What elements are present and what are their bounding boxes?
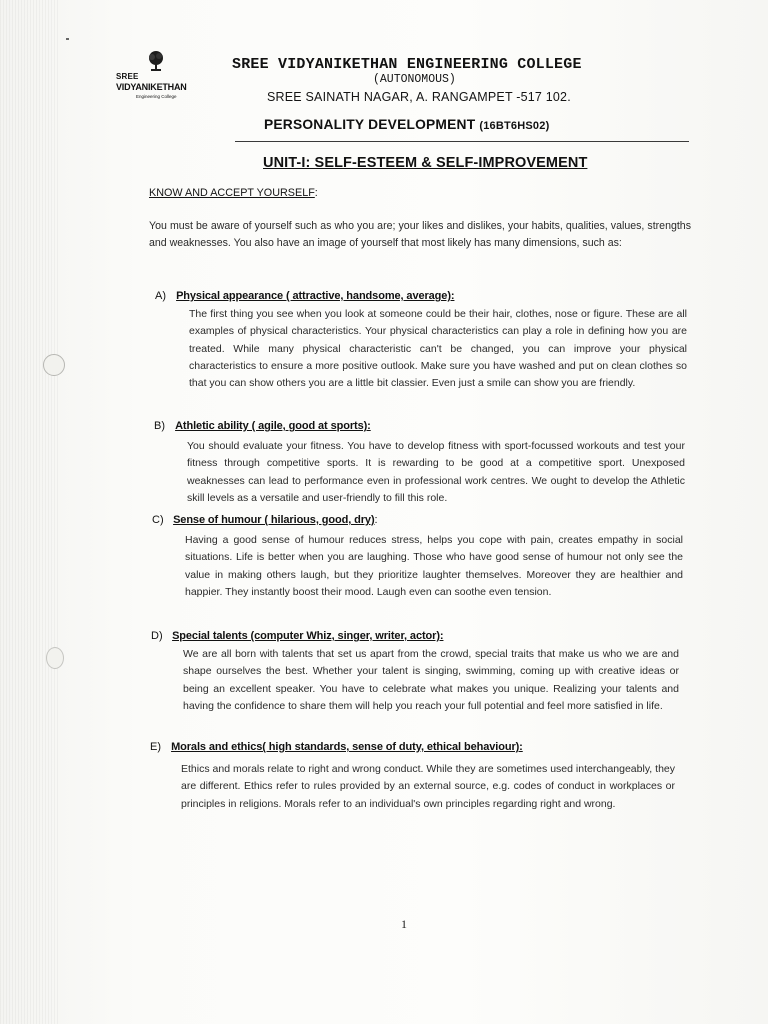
page-number: 1 <box>401 917 407 931</box>
course-title <box>264 117 549 132</box>
college-logo <box>116 48 198 108</box>
section-heading <box>149 187 318 199</box>
item-heading-text: Athletic ability ( agile, good at sports): <box>175 420 371 432</box>
item-heading-a <box>155 290 454 302</box>
college-header <box>116 48 696 112</box>
item-body-c: Having a good sense of humour reduces stress, helps you cope with pain, creates empathy in social situations. Life is better when you are laughing. Those who have good sense of humour not only see the value in making others laugh, but they prioritize laughter themselves. Moreover they are healthier and happier. They instantly boost their mood. Laugh even can soothe even tension. <box>185 534 683 598</box>
item-body-e: Ethics and morals relate to right and wrong conduct. While they are sometimes used interchangeably, they are different. Ethics refer to rules provided by an external source, e.g. codes of conduct in workplaces or principles in religions. Morals refer to an individual's own principles regarding right and wrong. <box>181 763 675 810</box>
punch-hole-top <box>43 354 65 376</box>
autonomous-label: (AUTONOMOUS) <box>373 73 456 86</box>
unit-title: UNIT-I: SELF-ESTEEM & SELF-IMPROVEMENT <box>263 155 588 171</box>
section-heading-colon: : <box>314 187 318 199</box>
item-heading-text: Sense of humour ( hilarious, good, dry) <box>173 514 375 526</box>
item-letter: D) <box>151 630 163 642</box>
logo-text-engineering-college: Engineering College <box>136 94 177 99</box>
intro-paragraph: You must be aware of yourself such as who you are; your likes and dislikes, your habits, qualities, values, strengths and weaknesses. You also have an image of yourself that most likely has many dimensions, such as: <box>149 220 691 249</box>
item-heading-colon: : <box>374 514 378 526</box>
college-address: SREE SAINATH NAGAR, A. RANGAMPET -517 102. <box>267 90 571 104</box>
item-heading-text: Physical appearance ( attractive, handsome, average): <box>176 290 455 302</box>
item-body-d: We are all born with talents that set us apart from the crowd, special traits that make us who we are and shape ourselves the best. Whether your talent is singing, swimming, coming up with creative ideas or being an excellent speaker. You have to celebrate what makes you unique. Realizing your talents and having the confidence to share them will help you reach your full potential and feel more satisfied in life. <box>183 648 679 712</box>
logo-text-sree: SREE <box>116 72 139 81</box>
item-letter: A) <box>155 290 166 302</box>
item-heading-d <box>151 630 443 642</box>
item-letter: E) <box>150 741 161 753</box>
item-letter: B) <box>154 420 165 432</box>
section-heading-text: KNOW AND ACCEPT YOURSELF <box>149 187 315 199</box>
item-letter: C) <box>152 514 164 526</box>
college-name: SREE VIDYANIKETHAN ENGINEERING COLLEGE <box>232 56 582 73</box>
course-code: (16BT6HS02) <box>479 120 550 132</box>
course-name: PERSONALITY DEVELOPMENT <box>264 117 476 132</box>
item-heading-e <box>150 741 523 753</box>
scan-edge-shadow <box>0 0 58 1024</box>
item-body-a: The first thing you see when you look at someone could be their hair, clothes, nose or figure. These are all examples of physical characteristics. Your physical characteristics can play a role in defining how you are treated. While many physical characteristic can't be changed, you can improve your physical characteristics to ensure a more positive outlook. Make sure you have washed and put on clean clothes so that you can show others you are a little bit classier. Even just a smile can show you are friendly. <box>189 308 687 390</box>
tree-emblem-icon <box>144 49 168 73</box>
item-heading-b <box>154 420 371 432</box>
scan-speck <box>66 38 69 40</box>
item-heading-text: Morals and ethics( high standards, sense of duty, ethical behaviour): <box>171 741 523 753</box>
item-heading-c <box>152 514 378 526</box>
header-rule <box>235 141 689 142</box>
item-heading-text: Special talents (computer Whiz, singer, writer, actor): <box>172 630 444 642</box>
punch-hole-bottom <box>46 647 64 669</box>
logo-text-vidyanikethan: VIDYANIKETHAN <box>116 82 187 92</box>
item-body-b: You should evaluate your fitness. You have to develop fitness with sport-focussed workouts and test your fitness through competitive sports. It is rewarding to be good at a competitive sport. Unexposed weaknesses can lead to performance even in professional work centres. We ought to develop the Athletic skill levels as a versatile and user-friendly to fill this role. <box>187 440 685 504</box>
